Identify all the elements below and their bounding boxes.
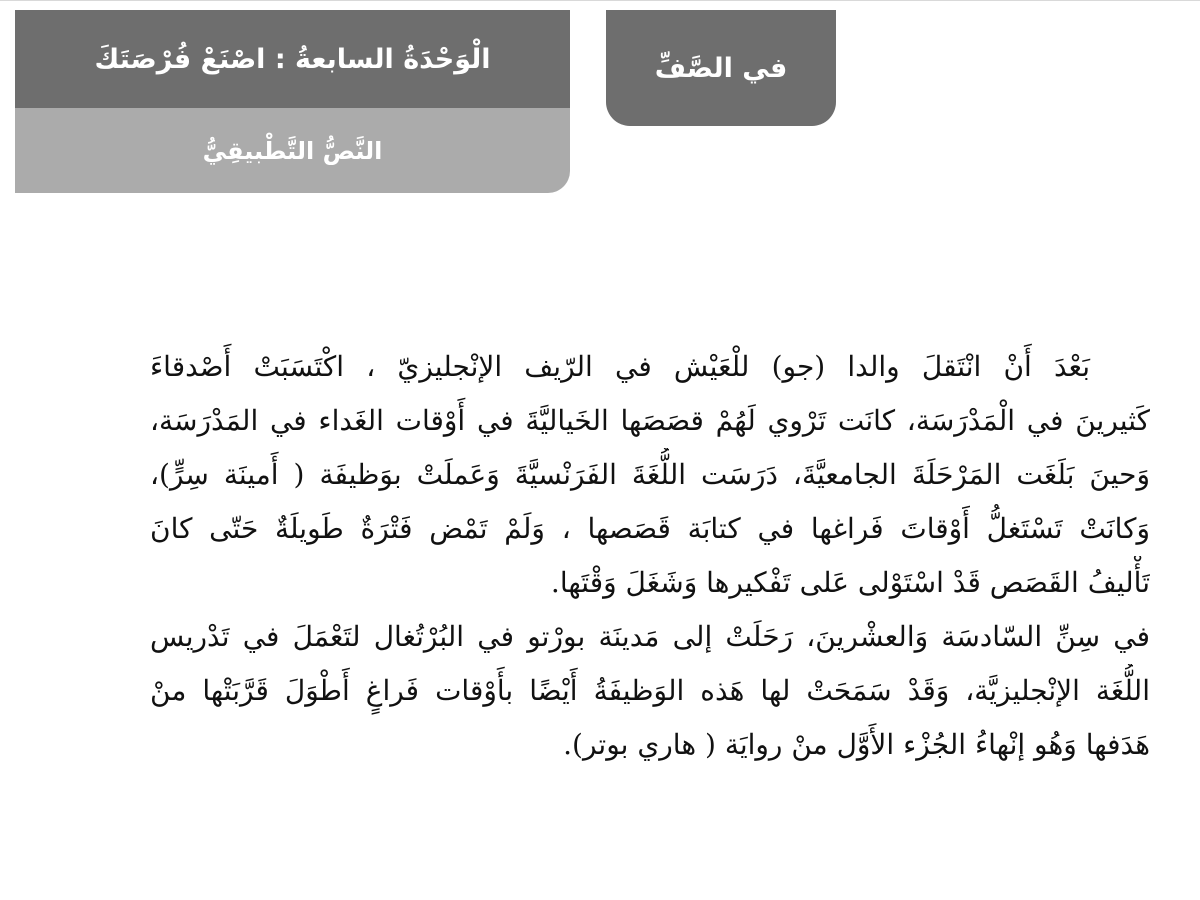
paragraph-1-line-3: وَحينَ بَلَغَت المَرْحَلَةَ الجامعيَّةَ، دَرَسَت اللُّغَةَ الفَرَنْسيَّةَ وَعَملَتْ بوَظيفَة ( أَمينَة سِرٍّ)، (150, 458, 1150, 491)
paragraph-2-line-3: هَدَفها وَهُو إنْهاءُ الجُزْء الأَوَّل منْ روايَة ( هاري بوتر). (563, 728, 1150, 761)
unit-title: الْوَحْدَةُ السابعةُ : اصْنَعْ فُرْصَتَكَ (15, 10, 570, 108)
paragraph-2-line-1: في سِنِّ السّادسَة وَالعشْرينَ، رَحَلَتْ إلى مَدينَة بورْتو في البُرْتُغال لتَعْمَلَ في تَدْريس (150, 620, 1150, 653)
unit-header (15, 10, 570, 193)
section-title: النَّصُّ التَّطْبيقِيُّ (15, 108, 570, 193)
paragraph-1-line-4: وَكانَتْ تَسْتَغلُّ أَوْقاتَ فَراغها في كتابَة قَصَصها ، وَلَمْ تَمْض فَتْرَةٌ طَويلَةٌ حَتّى كانَ (150, 512, 1150, 545)
paragraph-2-line-2: اللُّغَة الإنْجليزيَّة، وَقَدْ سَمَحَتْ لها هَذه الوَظيفَةُ أَيْضًا بأَوْقات فَراغٍ أَطْوَلَ قَرَّبَتْها منْ (150, 674, 1150, 707)
top-divider (0, 0, 1200, 1)
reading-passage (150, 340, 1150, 772)
paragraph-1-line-5: تَأْليفُ القَصَص قَدْ اسْتَوْلى عَلى تَفْكيرها وَشَغَلَ وَقْتَها. (550, 566, 1150, 599)
paragraph-1-line-1: بَعْدَ أَنْ انْتَقلَ والدا (جو) للْعَيْش في الرّيف الإنْجليزيّ ، اكْتَسَبَتْ أَصْدقاءَ (150, 350, 1090, 383)
class-tab: في الصَّفِّ (606, 10, 836, 126)
paragraph-1-line-2: كَثيرينَ في الْمَدْرَسَة، كانَت تَرْوي لَهُمْ قصَصَها الخَياليَّةَ في أَوْقات الغَداء في المَدْرَسَة، (150, 404, 1150, 437)
